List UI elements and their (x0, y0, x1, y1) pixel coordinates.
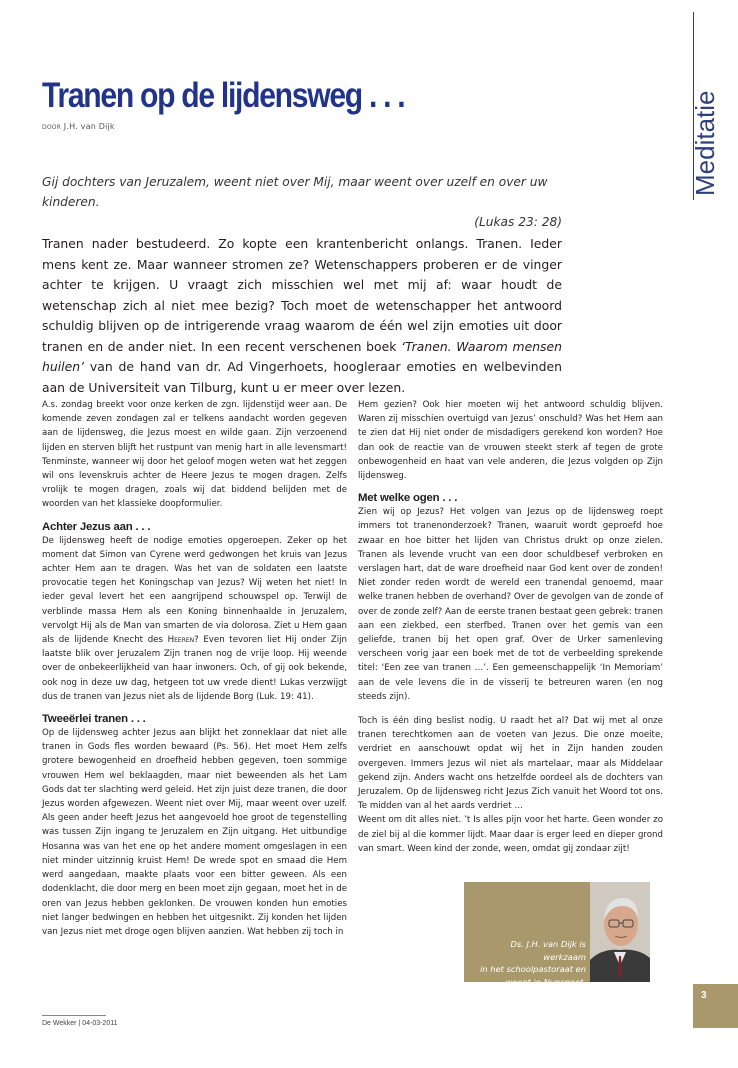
quote-text: Gij dochters van Jeruzalem, weent niet over Mij, maar weent over uzelf en over uw kinderen. (42, 175, 548, 209)
left-paragraph-1: A.s. zondag breekt voor onze kerken de zgn. lijdenstijd weer aan. De komende zeven zondagen zal er telkens aandacht worden gegeven aan de lijdensweg, die Jezus moest en wilde gaan. Zijn verzoenend lijden en sterven blijft het rustpunt van menig hart in alle levensmart! Tenminste, wanneer wij door het geloof mogen weten wat het zeggen wil ons levenskruis achter de Heere Jezus te mogen dragen. Zelfs vrolijk te mogen dragen, zoals wij dat biddend belijden met de woorden van het klassieke doopformulier. (42, 400, 347, 510)
left-column (42, 398, 347, 939)
photo-caption (466, 938, 586, 988)
right-paragraph-3: Toch is één ding beslist nodig. U raadt het al? Dat wij met al onze tranen terechtkomen aan de voeten van Jezus. Die onze moeite, verdriet en aanschouwt opdat wij het in Zijn handen zouden overgeven. Immers Jezus wil niet als martelaar, maar als Middelaar gekend zijn. Anders wacht ons hetzelfde oordeel als de dochters van Jeruzalem. Op de lijdensweg richt Jezus Zich vanuit het Woord tot ons. Te midden van al het aards verdriet … (358, 716, 663, 812)
author-portrait (590, 882, 650, 982)
article-title: Tranen op de lijdensweg . . . (42, 76, 405, 115)
page-number-box (693, 984, 738, 1028)
caption-line-1: Ds. J.H. van Dijk is werkzaam (510, 939, 586, 962)
heading-achter-jezus-aan: Achter Jezus aan . . . (42, 520, 151, 533)
section-label (680, 82, 732, 200)
scripture-quote (42, 172, 562, 232)
right-column (358, 398, 663, 856)
heeren-smallcaps: Heeren (167, 635, 195, 646)
intro-paragraph (42, 234, 562, 398)
caption-line-2: in het schoolpastoraat en (480, 964, 586, 975)
heading-met-welke-ogen: Met welke ogen . . . (358, 492, 458, 505)
footer-publication: De Wekker | 04-03-2011 (42, 1020, 118, 1027)
footer-rule (42, 1015, 106, 1016)
byline (42, 122, 115, 131)
left-paragraph-2b: ? Even tevoren liet Hij onder Zijn laatste blik over Jeruzalem Zijn tranen nog de vrije loop. Hij weende over de onbekeerlijkheid van haar inwoners. Och, of gij ook bekende, ook nog in deze uw dag, hetgeen tot uw vrede dient! Lukas verzwijgt dus de tranen van Jezus niet als de lijdende Borg (Luk. 19: 41). (42, 635, 348, 702)
intro-part2: van de hand van dr. Ad Vingerhoets, hoogleraar emoties en welbevinden aan de Universiteit van Tilburg, kunt u er meer over lezen. (42, 359, 562, 395)
right-paragraph-2: Zien wij op Jezus? Het volgen van Jezus op de lijdensweg roept immers tot tranenonderzoek? Tranen, waaruit wordt geproefd hoe zwaar en hoe bitter het lijden van Christus drukt op onze zielen. Tranen als levende vrucht van een door schuldbesef verbroken en verslagen hart, dat de ware droefheid naar God kent over de zonden! Niet zonder reden wordt de wereld een tranendal genoemd, maar welke tranen hebben de overhand? Over de gevolgen van de zonde of over de zonde zelf? Aan de eerste tranen bestaat geen gebrek: tranen aan een ziekbed, een sterfbed. Tranen over het gemis van een geliefde, tranen bij het open graf. Over de Urker samenleving verscheen vorig jaar een boek met de tot de verbeelding sprekende titel: ‘Een zee van tranen …’. Een gemeenschappelijk ‘In Memoriam’ aan de vele levens die in de visserij te betreuren waren (en nog steeds zijn). (358, 507, 663, 702)
byline-author: J.H. van Dijk (63, 122, 115, 131)
page-number: 3 (701, 990, 707, 1001)
right-paragraph-1: Hem gezien? Ook hier moeten wij het antwoord schuldig blijven. Waren zij misschien overtuigd van Jezus’ onschuld? Was het Hem aan te zien dat Hij niet onder de misdadigers gerekend kon worden? Hoe dan ook de reactie van de vrouwen steekt sterk af tegen de grote onbewogenheid en haat van vele anderen, die Jezus volgden op Zijn lijdensweg. (358, 400, 663, 482)
caption-line-3: woont in Nunspeet. (505, 976, 586, 987)
left-paragraph-3: Op de lijdensweg achter Jezus aan blijkt het zonneklaar dat niet alle tranen in Gods fles worden bewaard (Ps. 56). Het moet Hem zelfs grotere bewogenheid en droefheid hebben gegeven, toen sommige vrouwen Hem wel beklaagden, maar niet beweenden als het Lam Gods dat ter slachting werd geleid. Het zijn juist deze tranen, die door Jezus worden afgewezen. Weent niet over Mij, maar weent over uzelf. Als geen ander heeft Jezus het aangevoeld hoe groot de tegenstelling was tussen Zijn ingang te Jeruzalem en Zijn uitgang. Het uitbundige Hosanna was van het ene op het andere moment omgeslagen in een niet minder uitzinnig kruist Hem! De wrede spot en smaad die Hem werd aangedaan, maakte plaats voor een bitter geween. Als een dodenklacht, die door merg en been moet zijn gegaan, moet het in de oren van Jezus hebben geklonken. De vrouwen konden hun emoties niet langer bedwingen en hebben het uitgesnikt. Zij konden het lijden van Jezus niet met droge ogen blijven aanzien. Wat hebben zij toch in (42, 728, 347, 937)
left-paragraph-2a: De lijdensweg heeft de nodige emoties opgeroepen. Zeker op het moment dat Simon van Cyrene werd gedwongen het kruis van Jezus achter Hem aan te dragen. Was het van de soldaten een laatste provocatie tegen het Koningschap van Jezus? Wij weten het niet! In ieder geval levert het een aangrijpend schouwspel op. Terwijl de verblinde massa Hem als een Koning binnenhaalde in Jeruzalem, vervolgt Hij als de Man van smarten de via dolorosa. Ziet u Hem gaan als de lijdende Knecht des (42, 535, 347, 646)
heading-tweeerlei-tranen: Tweeërlei tranen . . . (42, 713, 146, 726)
quote-reference: (Lukas 23: 28) (474, 215, 562, 229)
intro-part1: Tranen nader bestudeerd. Zo kopte een krantenbericht onlangs. Tranen. Ieder mens kent ze. Maar wanneer stromen ze? Wetenschappers proberen er de vinger achter te krijgen. U vraagt zich misschien wel met mij af: waar houdt de wetenschap zich al niet mee bezig? Toch moet de wetenschapper het antwoord schuldig blijven op de intrigerende vraag waarom de één wel zijn emoties uit door tranen en de ander niet. In een recent verschenen boek (42, 236, 562, 354)
section-label-text: Meditatie (690, 90, 720, 196)
right-paragraph-4: Weent om dit alles niet. ’t Is alles pijn voor het harte. Geen wonder zo de ziel bij al die kommer lijdt. Maar daar is erger leed en dieper grond van smart. Ween kind der zonde, ween, omdat gij zondaar zijt! (358, 815, 663, 854)
left-paragraph-2 (42, 534, 347, 704)
byline-prefix: door (42, 122, 62, 131)
intro-book-title: ‘Tranen. Waarom mensen huilen’ (42, 338, 562, 374)
